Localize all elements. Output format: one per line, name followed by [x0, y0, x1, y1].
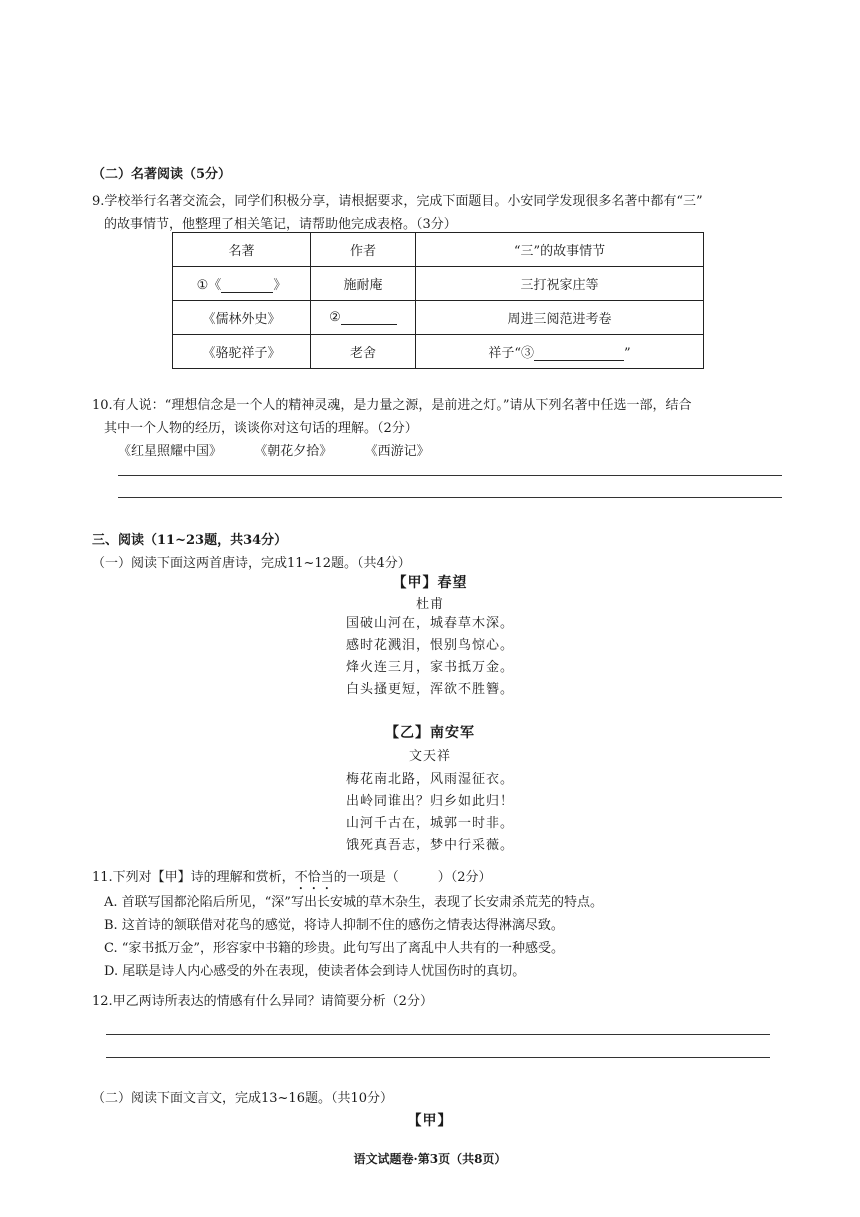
part-3-heading: 三、阅读（11~23题，共34分） [92, 533, 288, 548]
stem-emphasis: 不恰当 [294, 870, 334, 885]
plot-prefix: 祥子“③ [488, 346, 534, 361]
table-header-row [173, 233, 704, 267]
header-plot: “三”的故事情节 [416, 233, 704, 267]
classical-section-heading: （二）阅读下面文言文，完成13~16题。（共10分） [92, 1091, 394, 1106]
stem-prefix: 11.下列对【甲】诗的理解和赏析， [92, 870, 295, 885]
question-10-line2: 其中一个人物的经历，谈谈你对这句话的理解。（2分） [104, 421, 418, 436]
poem-line: 白头搔更短，浑欲不胜簪。 [345, 682, 514, 697]
book-choice: 《西游记》 [364, 444, 430, 459]
book-choice: 《朝花夕拾》 [254, 444, 333, 459]
poem-line: 烽火连三月，家书抵万金。 [345, 660, 514, 675]
plot-cell: 三打祝家庄等 [416, 267, 704, 301]
poem-line: 梅花南北路，风雨湿征衣。 [345, 772, 514, 787]
answer-blank-1[interactable] [221, 279, 273, 293]
author-cell [311, 301, 416, 335]
question-10-line1: 10.有人说：“理想信念是一个人的精神灵魂，是力量之源，是前进之灯。”请从下列名著中任选一部，结合 [92, 398, 692, 413]
author-cell: 老舍 [311, 335, 416, 369]
poems-section-heading: （一）阅读下面这两首唐诗，完成11~12题。（共4分） [92, 556, 411, 571]
book-cell: 《骆驼祥子》 [173, 335, 311, 369]
table-row [173, 335, 704, 369]
page-footer: 语文试题卷·第3页（共8页） [353, 1152, 507, 1166]
section-heading-classics: （二）名著阅读（5分） [92, 167, 232, 182]
answer-line[interactable] [118, 475, 782, 476]
book-cell: 《儒林外史》 [173, 301, 311, 335]
poem-a-author: 杜甫 [415, 597, 444, 612]
book-prefix: ①《 [196, 278, 222, 293]
question-11-stem [92, 866, 491, 893]
table-row [173, 301, 704, 335]
answer-blank-3[interactable] [534, 347, 624, 361]
book-choice-list [118, 440, 430, 459]
question-9-line2: 的故事情节，他整理了相关笔记，请帮助他完成表格。（3分） [104, 217, 457, 232]
option-d[interactable]: D. 尾联是诗人内心感受的外在表现，使读者体会到诗人忧国伤时的真切。 [104, 964, 526, 979]
question-12: 12.甲乙两诗所表达的情感有什么异同？请简要分析（2分） [92, 994, 433, 1009]
book-suffix: 》 [273, 278, 287, 293]
poem-line: 出岭同谁出？归乡如此归！ [345, 794, 514, 809]
author-prefix: ② [329, 310, 341, 325]
plot-cell [416, 335, 704, 369]
author-cell: 施耐庵 [311, 267, 416, 301]
poem-line: 饿死真吾志，梦中行采薇。 [345, 838, 514, 853]
poem-b-title: 【乙】南安军 [385, 725, 475, 741]
poem-b-author: 文天祥 [408, 749, 451, 764]
poem-a-title: 【甲】春望 [392, 575, 468, 591]
answer-line[interactable] [106, 1057, 770, 1058]
classical-text-label: 【甲】 [407, 1113, 453, 1129]
classics-notes-table [172, 232, 704, 369]
poem-line: 山河千古在，城郭一时非。 [345, 816, 514, 831]
book-cell [173, 267, 311, 301]
question-9-line1: 9.学校举行名著交流会，同学们积极分享，请根据要求，完成下面题目。小安同学发现很多名著中都有“三” [92, 194, 703, 209]
option-c[interactable]: C. “家书抵万金”，形容家中书籍的珍贵。此句写出了离乱中人共有的一种感受。 [104, 941, 565, 956]
poem-line: 国破山河在，城春草木深。 [345, 616, 514, 631]
header-book: 名著 [173, 233, 311, 267]
header-author: 作者 [311, 233, 416, 267]
stem-suffix: 的一项是（ ）（2分） [333, 870, 492, 885]
option-a[interactable]: A. 首联写国都沦陷后所见，“深”写出长安城的草木杂生，表现了长安肃杀荒芜的特点。 [104, 895, 603, 910]
answer-blank-2[interactable] [341, 311, 397, 325]
poem-line: 感时花溅泪，恨别鸟惊心。 [345, 638, 514, 653]
book-choice: 《红星照耀中国》 [118, 444, 223, 459]
plot-cell: 周进三阅范进考卷 [416, 301, 704, 335]
plot-suffix: ” [624, 346, 631, 361]
answer-line[interactable] [106, 1034, 770, 1035]
table-row [173, 267, 704, 301]
option-b[interactable]: B. 这首诗的颔联借对花鸟的感觉，将诗人抑制不住的感伤之情表达得淋漓尽致。 [104, 918, 564, 933]
answer-line[interactable] [118, 497, 782, 498]
